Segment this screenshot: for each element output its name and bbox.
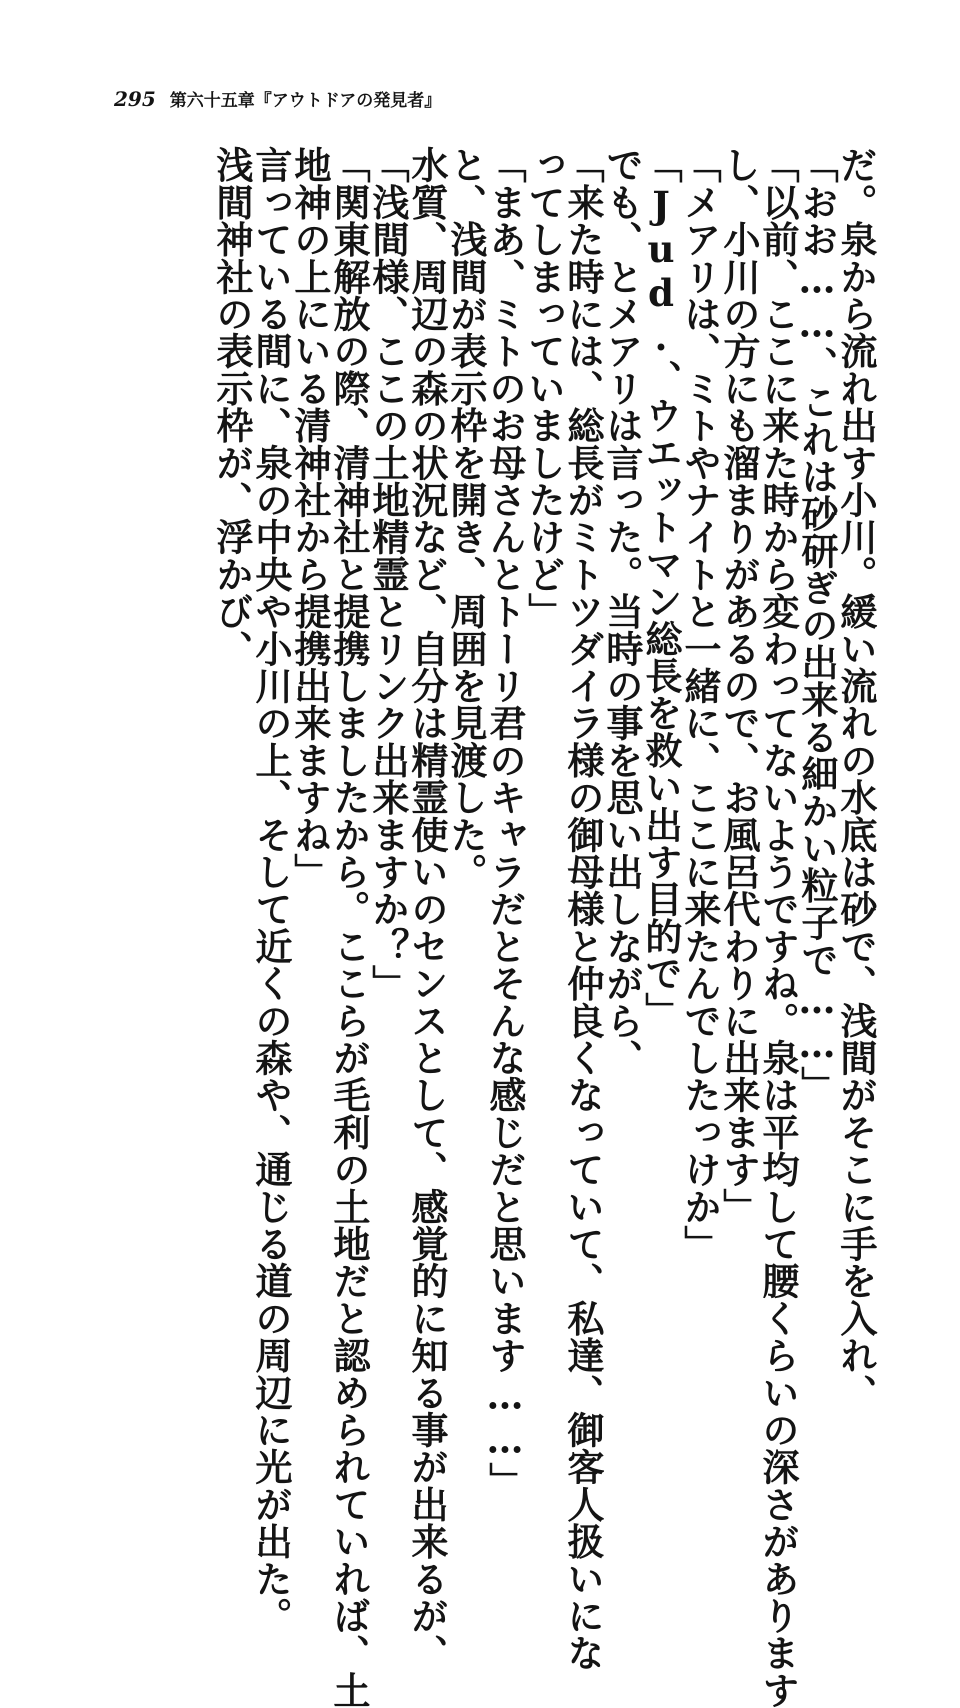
text-line: 「以前、ここに来た時から変わってないようですね。泉は平均して腰くらいの深さがあります [756, 146, 800, 1708]
vertical-body-text [115, 146, 878, 1708]
text-line: 「Jud.、ウエットマン総長を救い出す目的で」 [639, 146, 683, 1029]
page-number: 295 [114, 87, 156, 111]
text-line: 地神の上にいる清神社から提携出来ますね」 [288, 146, 332, 890]
text-line: 「メアリは、ミトやナイトと一緒に、ここに来たんでしたっけか」 [678, 146, 722, 1262]
text-line: 言っている間に、泉の中央や小川の上、そして近くの森や、通じる道の周辺に光が出た。 [249, 146, 293, 1634]
text-line: 「浅間様、ここの土地精霊とリンク出来ますか？」 [366, 146, 410, 1002]
text-line: 「おお……、これは砂研ぎの出来る細かい粒子で……」 [795, 146, 839, 1104]
text-line: 「まあ、ミトのお母さんとトーリ君のキャラだとそんな感じだと思います……」 [483, 146, 527, 1499]
text-line: し、小川の方にも溜まりがあるので、お風呂代わりに出来ます」 [717, 146, 761, 1225]
text-line: 水質、周辺の森の状況など、自分は精霊使いのセンスとして、感覚的に知る事が出来るが、 [405, 146, 449, 1672]
text-line: 「関東解放の際、清神社と提携しましたから。ここらが毛利の土地だと認められていれば、土 [327, 146, 371, 1708]
chapter-title: 第六十五章『アウトドアの発見者』 [169, 91, 442, 111]
text-line: 浅間神社の表示枠が、浮かび、 [210, 146, 254, 667]
text-line: でも、とメアリは言った。当時の事を思い出しながら、 [600, 146, 644, 1076]
running-header [114, 86, 441, 111]
text-line: 「来た時には、総長がミトツダイラ様の御母様と仲良くなっていて、私達、御客人扱いにな [561, 146, 605, 1672]
text-line: と、浅間が表示枠を開き、周囲を見渡した。 [444, 146, 488, 890]
text-line: ってしまっていましたけど」 [522, 146, 566, 630]
text-line: だ。泉から流れ出す小川。緩い流れの水底は砂で、浅間がそこに手を入れ、 [834, 146, 878, 1411]
